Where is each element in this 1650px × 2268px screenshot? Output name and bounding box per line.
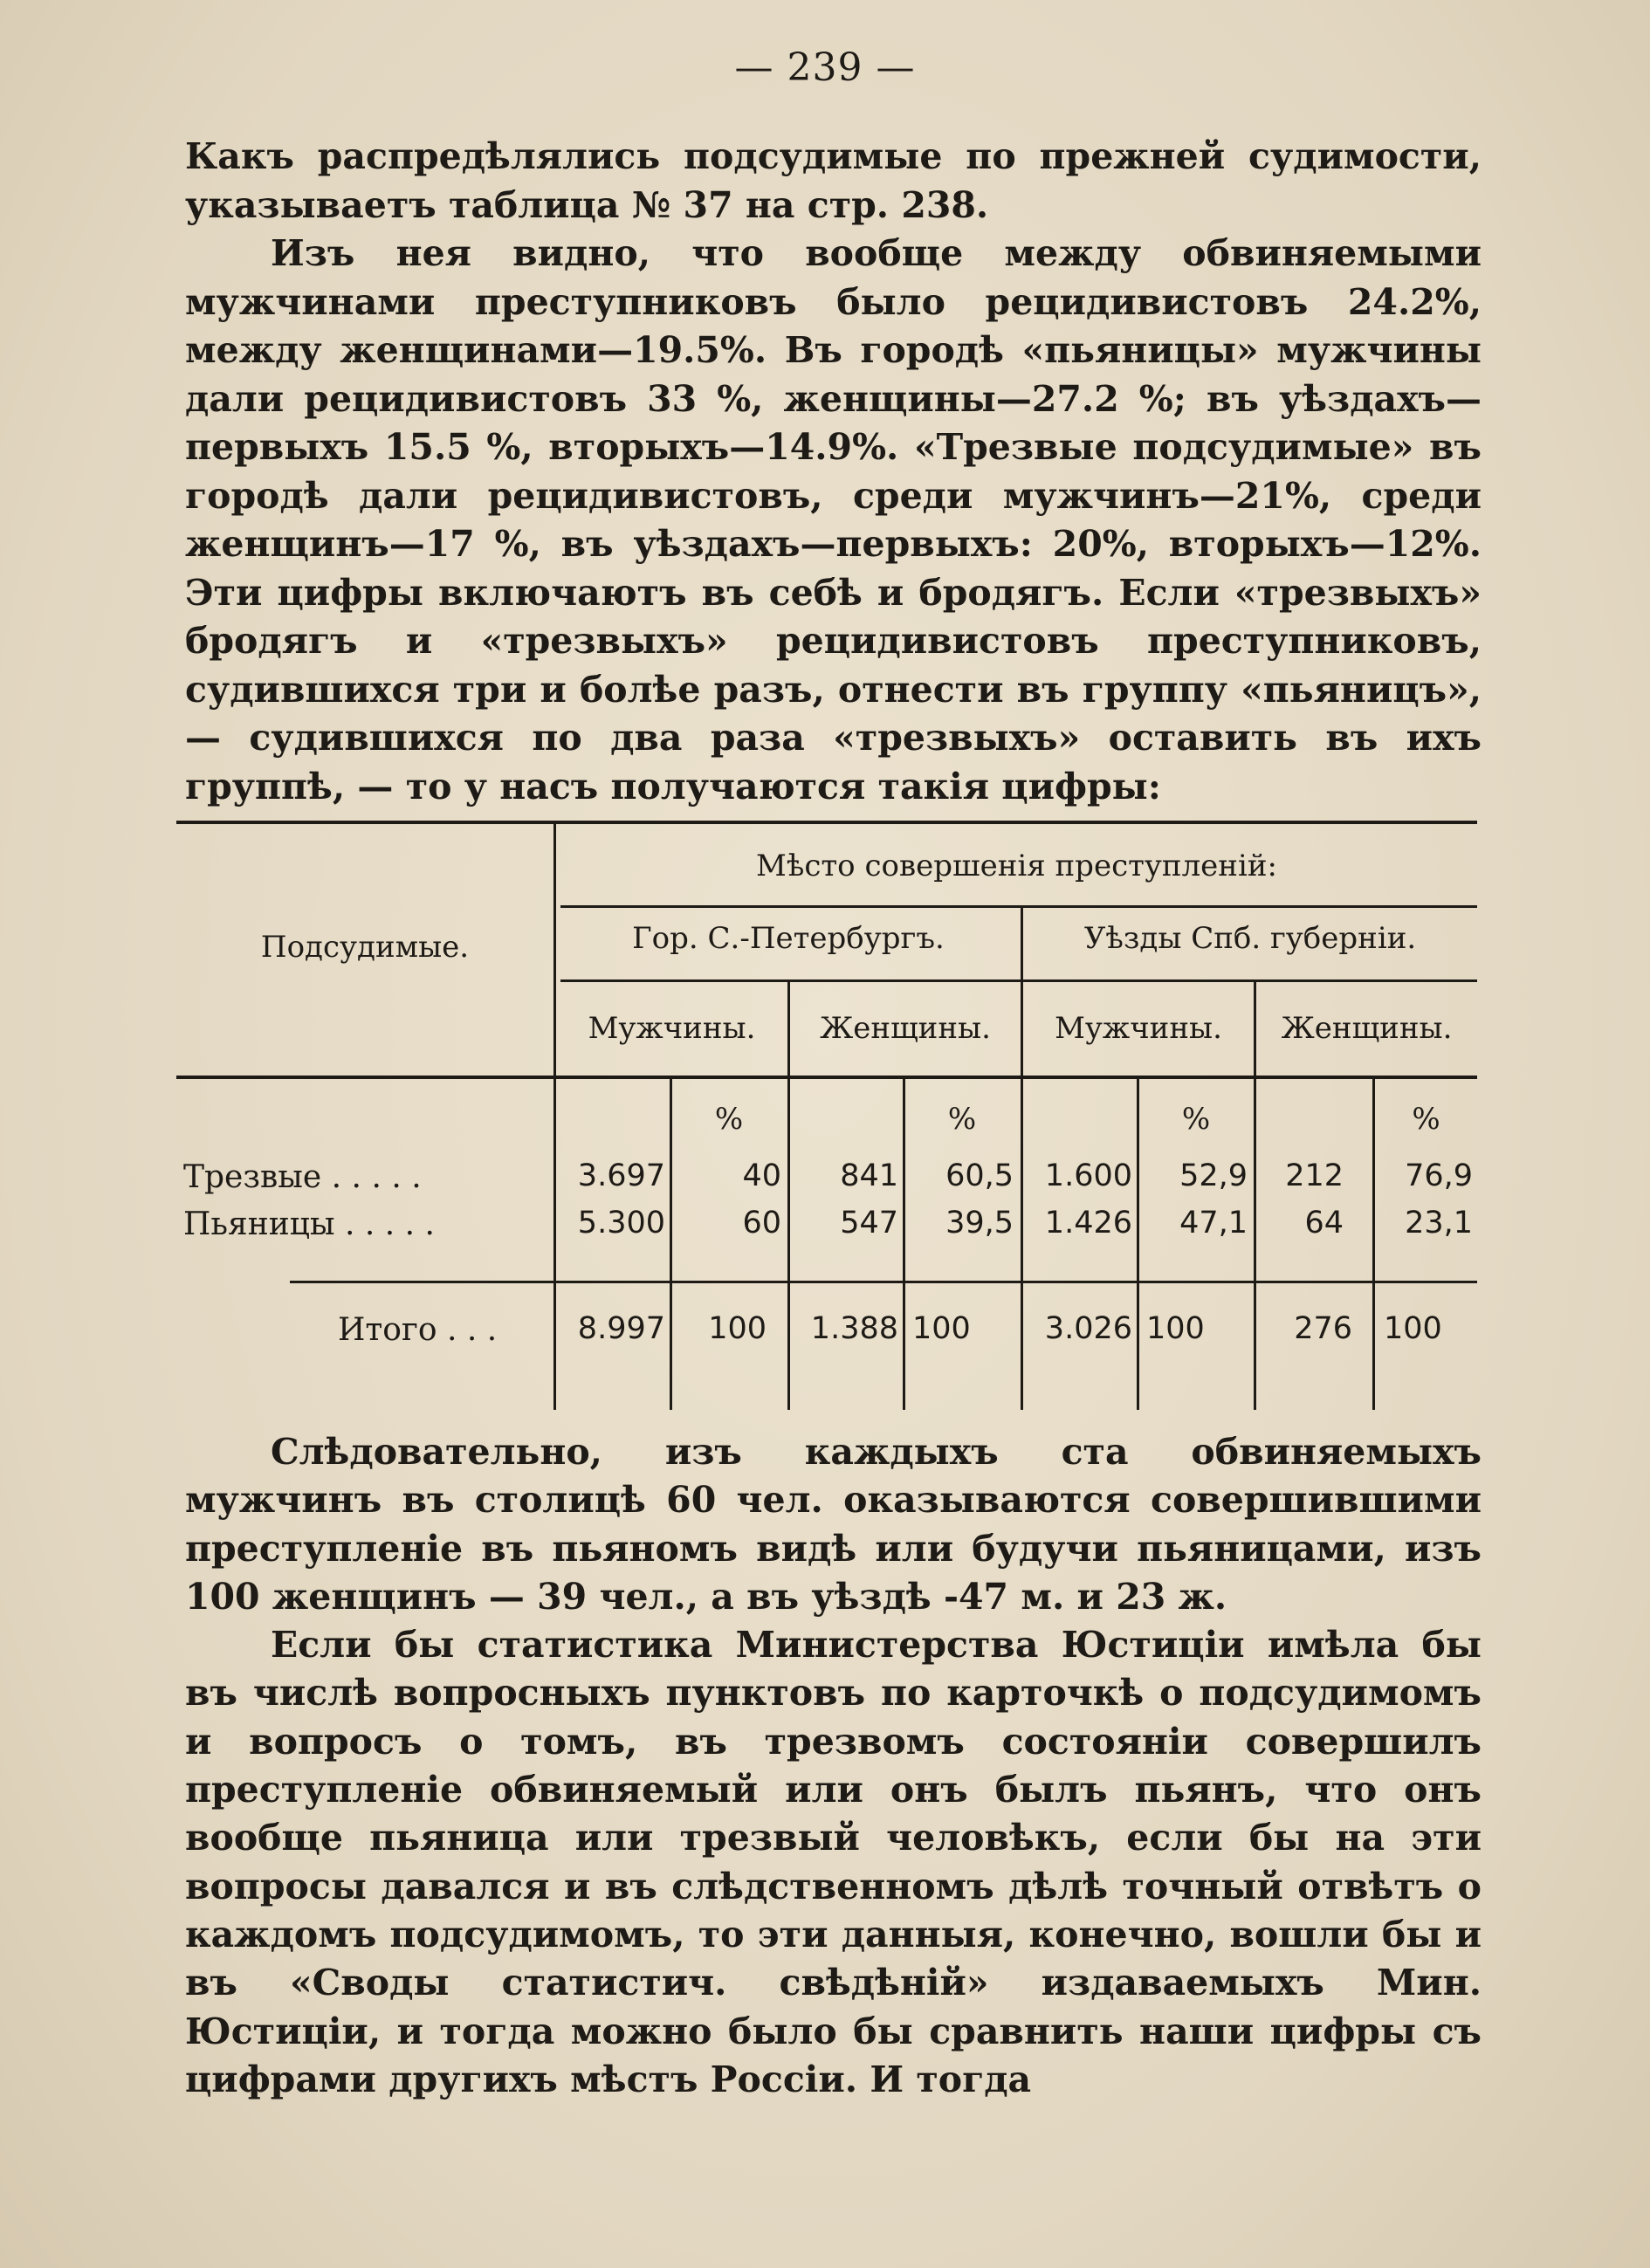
cell: 100 <box>912 1311 971 1346</box>
cell: 1.388 <box>810 1311 898 1346</box>
table-top-rule <box>176 821 1477 824</box>
conclusion-text <box>185 1428 1482 2104</box>
place-uezdy-header: Уѣзды Спб. губерніи. <box>1083 921 1417 956</box>
cell: 3.026 <box>1044 1311 1132 1346</box>
header-bottom-rule <box>176 1076 1477 1079</box>
statistics-table <box>176 821 1477 1414</box>
cell: 841 <box>840 1158 898 1193</box>
pct-marker: % <box>714 1102 744 1137</box>
cell: 60 <box>742 1206 781 1241</box>
cell: 23,1 <box>1405 1206 1473 1241</box>
cell: 100 <box>708 1311 767 1346</box>
row-header: Подсудимые. <box>260 930 470 965</box>
paragraph-3: Слѣдовательно, изъ каждыхъ ста обвиняемыхъ мужчинъ въ столицѣ 60 чел. оказываются совершившими преступленіе въ пьяномъ видѣ или будучи пьяницами, изъ 100 женщинъ — 39 чел., а въ уѣздѣ -47 м. и 23 ж. <box>185 1431 1482 1618</box>
place-spb-header: Гор. С.-Петербургъ. <box>632 921 945 956</box>
place-header-rule <box>560 979 1477 982</box>
cell: 1.600 <box>1044 1158 1132 1193</box>
cell: 212 <box>1285 1158 1344 1193</box>
spb-women-header: Женщины. <box>820 1011 991 1046</box>
row-label-sober: Трезвые . . . . . <box>183 1159 422 1195</box>
cell: 1.426 <box>1044 1206 1132 1241</box>
paragraph-2: Изъ нея видно, что вообще между обвиняемыми мужчинами преступниковъ было рецидивистовъ 24.2%, между женщинами—19.5%. Въ городѣ «пьяницы» мужчины дали рецидивистовъ 33 %, женщины—27.2 %; въ уѣздахъ—первыхъ 15.5 %, вторыхъ—14.9%. «Трезвые подсудимые» въ городѣ дали рецидивистовъ, среди мужчинъ—21%, среди женщинъ—17 %, въ уѣздахъ—первыхъ: 20%, вторыхъ—12%. Эти цифры включаютъ въ себѣ и бродягъ. Если «трезвыхъ» бродягъ и «трезвыхъ» рецидивистовъ преступниковъ, судившихся три и болѣе разъ, отнести въ группу «пьяницъ», — судившихся по два раза «трезвыхъ» оставить въ ихъ группѣ, — то у насъ получаются такія цифры: <box>185 232 1482 808</box>
paragraph-1: Какъ распредѣлялись подсудимые по прежней судимости, указываетъ таблица № 37 на стр. 238. <box>185 135 1482 226</box>
cell: 3.697 <box>577 1158 665 1193</box>
cell: 8.997 <box>577 1311 665 1346</box>
spb-men-header: Мужчины. <box>588 1011 756 1046</box>
row-label-total: Итого . . . <box>338 1312 498 1348</box>
cell: 60,5 <box>945 1158 1014 1193</box>
cell: 52,9 <box>1179 1158 1248 1193</box>
page-number: — 239 — <box>734 45 916 90</box>
cell: 64 <box>1304 1206 1344 1241</box>
pct-marker: % <box>1412 1102 1440 1137</box>
cell: 39,5 <box>945 1206 1014 1241</box>
paragraph-4: Если бы статистика Министерства Юстиціи имѣла бы въ числѣ вопросныхъ пунктовъ по карточкѣ о подсудимомъ и вопросъ о томъ, въ трезвомъ состояніи совершилъ преступленіе обвиняемый или онъ былъ пьянъ, что онъ вообще пьяница или трезвый человѣкъ, если бы на эти вопросы давался и въ слѣдственномъ дѣлѣ точный отвѣтъ о каждомъ подсудимомъ, то эти данныя, конечно, вошли бы и въ «Своды статистич. свѣдѣній» издаваемыхъ Мин. Юстиціи, и тогда можно было бы сравнить наши цифры съ цифрами другихъ мѣстъ Россіи. И тогда <box>185 1624 1482 2100</box>
uezd-women-header: Женщины. <box>1281 1011 1453 1046</box>
cell: 47,1 <box>1179 1206 1248 1241</box>
cell: 276 <box>1294 1311 1352 1346</box>
uezd-men-header: Мужчины. <box>1055 1011 1222 1046</box>
cell: 100 <box>1146 1311 1205 1346</box>
group-header: Мѣсто совершенія преступленій: <box>756 849 1277 883</box>
pct-marker: % <box>947 1102 977 1137</box>
pct-marker: % <box>1181 1102 1211 1137</box>
cell: 40 <box>742 1158 781 1193</box>
cell: 100 <box>1384 1311 1442 1346</box>
total-rule <box>290 1281 1477 1283</box>
intro-text <box>185 133 1482 811</box>
cell: 5.300 <box>577 1206 665 1241</box>
cell: 547 <box>840 1206 898 1241</box>
row-label-drunk: Пьяницы . . . . . <box>183 1206 435 1242</box>
group-header-rule <box>560 905 1477 908</box>
cell: 76,9 <box>1405 1158 1473 1193</box>
